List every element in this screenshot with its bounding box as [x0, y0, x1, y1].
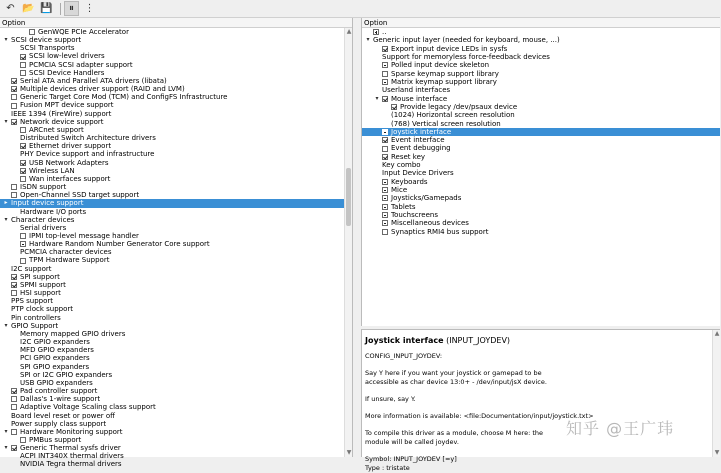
tree-row[interactable]: [362, 120, 720, 128]
option-detail-pane: [361, 18, 720, 326]
tree-row-label: ..: [382, 28, 387, 36]
tree-row[interactable]: [0, 281, 352, 289]
option-checkbox[interactable]: [382, 204, 388, 210]
expand-arrow-icon[interactable]: ▾: [4, 117, 8, 125]
tree-row-label: Matrix keymap support library: [391, 77, 497, 86]
tree-row-label: Keyboards: [391, 177, 428, 186]
option-checkbox[interactable]: [382, 229, 388, 235]
scroll-down-icon[interactable]: ▼: [346, 449, 352, 456]
parent-menu-icon[interactable]: [373, 29, 379, 35]
option-checkbox[interactable]: [11, 388, 17, 394]
open-button[interactable]: 📂: [22, 2, 35, 14]
tree-row[interactable]: [0, 101, 352, 109]
tree-row-label: Event debugging: [391, 144, 451, 153]
tree-row[interactable]: [0, 183, 352, 191]
tree-row[interactable]: [0, 436, 352, 444]
full-view-button[interactable]: ⋮: [84, 2, 95, 14]
tree-row-label: Generic Thermal sysfs driver: [20, 444, 121, 453]
tree-row-label: Userland interfaces: [382, 86, 451, 95]
tree-row-label: SCSI low-level drivers: [29, 52, 105, 61]
help-scrollbar[interactable]: [712, 330, 720, 457]
option-checkbox[interactable]: [11, 103, 17, 109]
back-button[interactable]: ↶: [6, 2, 15, 14]
tree-row[interactable]: [0, 191, 352, 199]
tree-row[interactable]: [362, 136, 720, 144]
tree-row[interactable]: [0, 428, 352, 436]
tree-row[interactable]: [362, 36, 720, 44]
option-checkbox[interactable]: [20, 437, 26, 443]
tree-row[interactable]: [0, 52, 352, 60]
pane-splitter[interactable]: [353, 18, 361, 457]
help-module-info: To compile this driver as a module, choose M here: the module will be called joydev.: [365, 429, 544, 446]
tree-row-label: Touchscreens: [391, 211, 439, 220]
expand-arrow-icon[interactable]: ▾: [4, 215, 8, 223]
tree-row[interactable]: [0, 289, 352, 297]
tree-row[interactable]: [0, 232, 352, 240]
tree-row[interactable]: [362, 219, 720, 227]
tree-row[interactable]: [0, 208, 352, 216]
tree-row-label: Network device support: [20, 117, 104, 126]
expand-arrow-icon[interactable]: ▾: [4, 321, 8, 329]
toolbar: [0, 0, 720, 18]
tree-row[interactable]: [0, 175, 352, 183]
tree-row[interactable]: [362, 86, 720, 94]
toolbar-separator: [60, 3, 61, 15]
tree-row-label: ISDN support: [20, 183, 67, 192]
option-checkbox[interactable]: [382, 62, 388, 68]
tree-row[interactable]: [0, 28, 352, 36]
option-tree-list: [0, 28, 352, 469]
option-checkbox[interactable]: [382, 212, 388, 218]
tree-row[interactable]: [0, 452, 352, 460]
option-checkbox[interactable]: [11, 86, 17, 92]
tree-row-label: PCMCIA character devices: [20, 248, 112, 257]
tree-row[interactable]: [0, 273, 352, 281]
tree-row-label: Wan interfaces support: [29, 174, 111, 183]
tree-row-label: (768) Vertical screen resolution: [391, 119, 501, 128]
tree-row-label: SPI or I2C GPIO expanders: [20, 370, 113, 379]
tree-row-label: PCI GPIO expanders: [20, 354, 90, 363]
tree-row[interactable]: [362, 169, 720, 177]
tree-row-label: Hardware Random Number Generator Core support: [29, 240, 210, 249]
tree-row[interactable]: [362, 161, 720, 169]
tree-row[interactable]: [0, 224, 352, 232]
tree-row-label: Export input device LEDs in sysfs: [391, 44, 508, 53]
tree-row-label: Multiple devices driver support (RAID and LVM): [20, 85, 185, 94]
tree-row[interactable]: [0, 395, 352, 403]
option-checkbox[interactable]: [11, 94, 17, 100]
tree-row-label: USB Network Adapters: [29, 158, 109, 167]
tree-row[interactable]: [362, 53, 720, 61]
tree-row-label: Joystick interface: [391, 127, 452, 136]
tree-row[interactable]: [0, 460, 352, 468]
tree-row-label: PPS support: [11, 297, 53, 306]
tree-row-label: Pin controllers: [11, 313, 61, 322]
tree-row[interactable]: [362, 186, 720, 194]
option-checkbox[interactable]: [20, 258, 26, 264]
option-checkbox[interactable]: [20, 160, 26, 166]
tree-row-label: PCMCIA SCSI adapter support: [29, 60, 133, 69]
tree-row[interactable]: [0, 61, 352, 69]
tree-row-label: PTP clock support: [11, 305, 74, 314]
tree-row-label: Dallas's 1-wire support: [20, 395, 101, 404]
option-checkbox[interactable]: [391, 104, 397, 110]
tree-row-label: Ethernet driver support: [29, 142, 112, 151]
tree-row[interactable]: [362, 128, 720, 136]
tree-row-label: Open-Channel SSD target support: [20, 191, 140, 200]
option-checkbox[interactable]: [382, 154, 388, 160]
tree-row-label: Input Device Drivers: [382, 169, 454, 178]
tree-row-label: Pad controller support: [20, 387, 98, 396]
tree-row-label: PHY Device support and infrastructure: [20, 150, 155, 159]
tree-row[interactable]: [362, 70, 720, 78]
tree-row[interactable]: [0, 77, 352, 85]
tree-row-label: Miscellaneous devices: [391, 219, 469, 228]
tree-row[interactable]: [0, 69, 352, 77]
tree-row[interactable]: [0, 216, 352, 224]
tree-row-label: Sparse keymap support library: [391, 69, 499, 78]
option-detail-list: [362, 28, 720, 326]
expand-arrow-icon[interactable]: ▾: [4, 444, 8, 452]
option-checkbox[interactable]: [20, 54, 26, 60]
tree-row[interactable]: [0, 297, 352, 305]
option-column-header[interactable]: Option: [362, 18, 720, 28]
help-advice: If unsure, say Y.: [365, 395, 416, 403]
option-checkbox[interactable]: [382, 46, 388, 52]
tree-row[interactable]: [0, 330, 352, 338]
option-checkbox[interactable]: [20, 233, 26, 239]
help-description: Say Y here if you want your joystick or gamepad to be accessible as char device 13:0+ - /dev/input/jsX device.: [365, 369, 547, 386]
tree-row-label: Serial ATA and Parallel ATA drivers (libata): [20, 76, 167, 85]
tree-row[interactable]: [362, 144, 720, 152]
option-checkbox[interactable]: [20, 127, 26, 133]
tree-row-label: Serial drivers: [20, 223, 67, 232]
help-config-name: CONFIG_INPUT_JOYDEV:: [365, 352, 443, 360]
tree-row-label: Mice: [391, 186, 408, 195]
tree-row-label: SCSI device support: [11, 36, 82, 45]
option-checkbox[interactable]: [382, 79, 388, 85]
expand-arrow-icon[interactable]: ▾: [4, 427, 8, 435]
option-checkbox[interactable]: [11, 404, 17, 410]
option-tree-pane: [0, 18, 353, 469]
tree-row[interactable]: [0, 354, 352, 362]
option-checkbox[interactable]: [11, 396, 17, 402]
tree-row-label: HSI support: [20, 289, 61, 298]
option-checkbox[interactable]: [382, 137, 388, 143]
tree-row-label: Adaptive Voltage Scaling class support: [20, 403, 156, 412]
option-column-header[interactable]: Option: [0, 18, 352, 28]
tree-row-label: IPMI top-level message handler: [29, 232, 139, 240]
tree-row-label: SPI GPIO expanders: [20, 362, 90, 371]
tree-row[interactable]: [362, 61, 720, 69]
option-checkbox[interactable]: [382, 146, 388, 152]
save-button[interactable]: 💾: [40, 2, 53, 14]
help-symbol-info: Symbol: INPUT_JOYDEV [=y] Type : tristate: [365, 455, 457, 472]
tree-row[interactable]: [0, 199, 352, 207]
tree-row-label: (1024) Horizontal screen resolution: [391, 111, 515, 120]
tree-row-label: ACPI INT340X thermal drivers: [20, 452, 124, 461]
option-checkbox[interactable]: [382, 96, 388, 102]
option-checkbox[interactable]: [20, 70, 26, 76]
tree-row[interactable]: [0, 265, 352, 273]
tree-row[interactable]: [0, 240, 352, 248]
tree-row-label: Polled input device skeleton: [391, 61, 490, 70]
option-checkbox[interactable]: [11, 274, 17, 280]
option-checkbox[interactable]: [11, 290, 17, 296]
option-checkbox[interactable]: [382, 220, 388, 226]
tree-row-label: I2C GPIO expanders: [20, 338, 90, 347]
tree-row[interactable]: [0, 256, 352, 264]
scroll-up-icon[interactable]: ▲: [714, 330, 720, 337]
tree-row[interactable]: [0, 36, 352, 44]
tree-row-label: I2C support: [11, 264, 52, 273]
help-title: [365, 336, 717, 345]
tree-row-label: Key combo: [382, 161, 421, 170]
tree-row-label: USB GPIO expanders: [20, 378, 93, 387]
tree-row[interactable]: [362, 178, 720, 186]
tree-row[interactable]: [0, 85, 352, 93]
tree-row-label: Memory mapped GPIO drivers: [20, 329, 126, 338]
tree-row[interactable]: [0, 248, 352, 256]
help-title-symbol: (INPUT_JOYDEV): [443, 336, 511, 345]
option-checkbox[interactable]: [20, 241, 26, 247]
tree-row[interactable]: [362, 111, 720, 119]
help-more-info: More information is available: <file:Documentation/input/joystick.txt>: [365, 412, 594, 420]
tree-row[interactable]: [362, 228, 720, 236]
tree-row[interactable]: [0, 314, 352, 322]
tree-row[interactable]: [0, 338, 352, 346]
tree-row-label: Support for memoryless force-feedback devices: [382, 52, 550, 61]
tree-row[interactable]: [362, 194, 720, 202]
tree-row[interactable]: [0, 420, 352, 428]
expand-arrow-icon[interactable]: ▾: [375, 94, 379, 102]
tree-row[interactable]: [362, 211, 720, 219]
tree-row-label: Input device support: [11, 199, 84, 208]
tree-row[interactable]: [362, 153, 720, 161]
tree-row-label: SPI support: [20, 272, 60, 281]
expand-arrow-icon[interactable]: ▾: [4, 36, 8, 44]
tree-row-label: Hardware I/O ports: [20, 207, 87, 216]
tree-row-label: Power supply class support: [11, 419, 107, 428]
tree-row[interactable]: [0, 167, 352, 175]
option-checkbox[interactable]: [29, 29, 35, 35]
tree-row-label: MFD GPIO expanders: [20, 346, 94, 355]
tree-row-label: Synaptics RMI4 bus support: [391, 227, 489, 236]
left-scrollbar[interactable]: [344, 28, 352, 457]
tree-row-label: TPM Hardware Support: [29, 256, 110, 265]
tree-row[interactable]: [0, 363, 352, 371]
tree-row-label: Board level reset or power off: [11, 411, 115, 420]
option-checkbox[interactable]: [11, 282, 17, 288]
tree-row[interactable]: [0, 126, 352, 134]
tree-row[interactable]: [362, 45, 720, 53]
tree-row-label: SCSI Device Handlers: [29, 68, 105, 77]
tree-row-label: NVIDIA Tegra thermal drivers: [20, 460, 122, 469]
tree-row[interactable]: [0, 387, 352, 395]
tree-row-label: Fusion MPT device support: [20, 101, 114, 110]
scroll-up-icon[interactable]: ▲: [346, 28, 352, 35]
option-checkbox[interactable]: [20, 62, 26, 68]
tree-row[interactable]: [0, 444, 352, 452]
tree-row[interactable]: [0, 93, 352, 101]
tree-row[interactable]: [0, 403, 352, 411]
split-view-button[interactable]: ⏸: [64, 1, 79, 16]
tree-row[interactable]: [0, 412, 352, 420]
tree-row-label: Reset key: [391, 152, 426, 161]
tree-row[interactable]: [362, 103, 720, 111]
tree-row-label: Distributed Switch Architecture drivers: [20, 134, 156, 143]
tree-row-label: Event interface: [391, 136, 445, 145]
scrollbar-thumb[interactable]: [346, 168, 351, 226]
tree-row[interactable]: [362, 28, 720, 36]
option-checkbox[interactable]: [382, 129, 388, 135]
option-checkbox[interactable]: [382, 71, 388, 77]
tree-row-label: Wireless LAN: [29, 166, 75, 175]
tree-row-label: GPIO Support: [11, 321, 59, 330]
option-checkbox[interactable]: [11, 192, 17, 198]
tree-row-label: Provide legacy /dev/psaux device: [400, 102, 518, 111]
tree-row[interactable]: [0, 379, 352, 387]
option-checkbox[interactable]: [11, 119, 17, 125]
option-checkbox[interactable]: [20, 143, 26, 149]
tree-row-label: Character devices: [11, 215, 75, 224]
tree-row-label: Hardware Monitoring support: [20, 427, 123, 436]
tree-row[interactable]: [0, 346, 352, 354]
option-checkbox[interactable]: [20, 168, 26, 174]
help-title-name: Joystick interface: [365, 336, 444, 345]
tree-row-label: SPMI support: [20, 280, 66, 289]
tree-row[interactable]: [0, 305, 352, 313]
tree-row-label: GenWQE PCIe Accelerator: [38, 28, 129, 36]
tree-row-label: IEEE 1394 (FireWire) support: [11, 109, 112, 118]
tree-row[interactable]: [0, 118, 352, 126]
tree-row-label: SCSI Transports: [20, 44, 75, 53]
tree-row-label: PMBus support: [29, 436, 82, 444]
tree-row[interactable]: [0, 110, 352, 118]
tree-row-label: Joysticks/Gamepads: [391, 194, 462, 203]
tree-row[interactable]: [0, 159, 352, 167]
option-checkbox[interactable]: [382, 195, 388, 201]
tree-row[interactable]: [0, 150, 352, 158]
option-checkbox[interactable]: [382, 179, 388, 185]
expand-arrow-icon[interactable]: ▾: [366, 36, 370, 44]
option-checkbox[interactable]: [11, 429, 17, 435]
watermark: 知乎 @王广玮: [566, 419, 675, 438]
option-checkbox[interactable]: [20, 176, 26, 182]
tree-row-label: Generic Target Core Mod (TCM) and ConfigFS Infrastructure: [20, 93, 228, 102]
tree-row[interactable]: [0, 142, 352, 150]
tree-row-label: ARCnet support: [29, 125, 84, 134]
option-checkbox[interactable]: [11, 184, 17, 190]
collapse-arrow-icon[interactable]: ▸: [4, 199, 8, 207]
option-checkbox[interactable]: [11, 445, 17, 451]
tree-row[interactable]: [0, 134, 352, 142]
tree-row-label: Generic input layer (needed for keyboard, mouse, ...): [373, 36, 560, 45]
tree-row-label: Mouse interface: [391, 94, 448, 103]
tree-row[interactable]: [362, 203, 720, 211]
option-checkbox[interactable]: [382, 187, 388, 193]
tree-row[interactable]: [0, 371, 352, 379]
tree-row-label: Tablets: [391, 202, 416, 211]
tree-row[interactable]: [0, 44, 352, 52]
tree-row[interactable]: [362, 95, 720, 103]
option-checkbox[interactable]: [11, 78, 17, 84]
tree-row[interactable]: [362, 78, 720, 86]
scroll-down-icon[interactable]: ▼: [714, 449, 720, 456]
tree-row[interactable]: [0, 322, 352, 330]
